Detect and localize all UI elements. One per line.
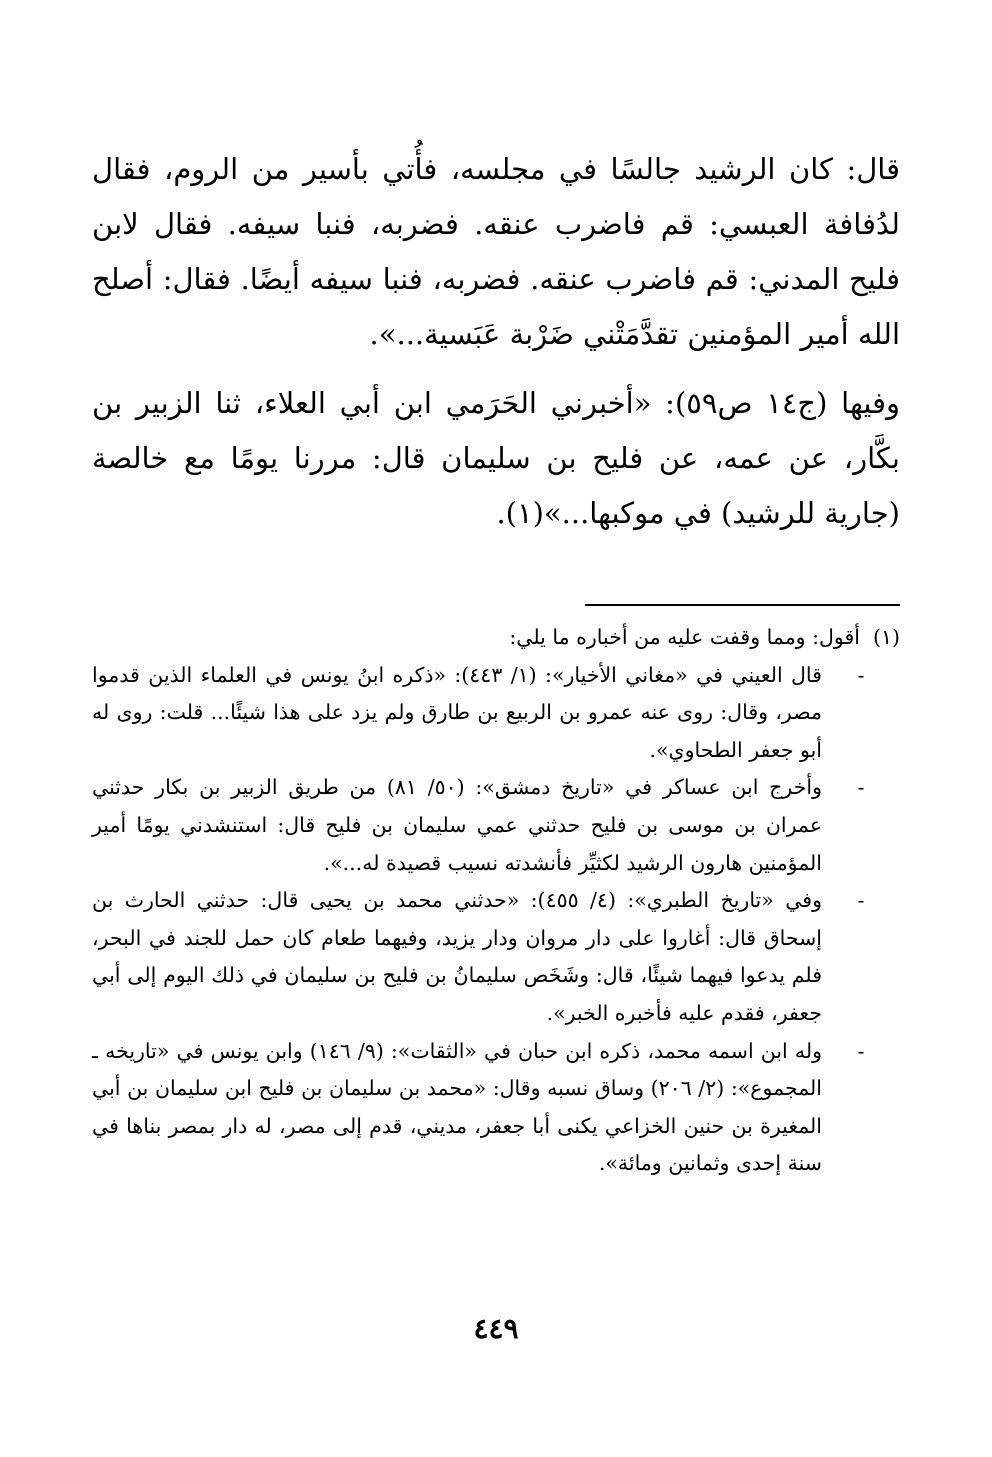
footnote-item <box>92 1033 900 1183</box>
footnote-item <box>92 769 900 882</box>
footnote-item <box>92 657 900 770</box>
footnote-bullet: - <box>857 775 865 800</box>
footnote-intro-line <box>92 619 900 657</box>
footnote-bullet: - <box>857 662 865 687</box>
footnote-intro: أقول: ومما وقفت عليه من أخباره ما يلي: <box>509 625 860 649</box>
footnote-bullet: - <box>857 888 865 913</box>
footnote-item-text: وفي «تاريخ الطبري»: (٤/ ٤٥٥): «حدثني محمد بن يحيى قال: حدثني الحارث بن إسحاق قال: أغاروا على دار مروان ودار يزيد، وفيهما طعام كان حمل للجند في البحر، فلم يدعوا فيهما شيئًا، قال: وشَخَص سليمانُ بن فليح بن سليمان في ذلك اليوم إلى أبي جعفر، فقدم عليه فأخبره الخبر». <box>92 888 822 1025</box>
main-paragraph-1: قال: كان الرشيد جالسًا في مجلسه، فأُتي بأسير من الروم، فقال لدُفافة العبسي: قم فاضرب عنقه. فضربه، فنبا سيفه. فقال لابن فليح المدني: قم فاضرب عنقه. فضربه، فنبا سيفه أيضًا. فقال: أصلح الله أمير المؤمنين تقدَّمَتْني ضَرْبة عَبَسية...». <box>92 152 900 351</box>
footnote-item-text: وله ابن اسمه محمد، ذكره ابن حبان في «الثقات»: (٩/ ١٤٦) وابن يونس في «تاريخه ـ المجموع»: (٢/ ٢٠٦) وساق نسبه وقال: «محمد بن سليمان بن فليح ابن سليمان بن أبي المغيرة بن حنين الخزاعي يكنى أبا جعفر، مديني، قدم إلى مصر، له دار بمصر بناها في سنة إحدى وثمانين ومائة». <box>92 1038 822 1176</box>
main-paragraph-2: وفيها (ج١٤ ص٥٩): «أخبرني الحَرَمي ابن أبي العلاء، ثنا الزبير بن بكَّار، عن عمه، عن فليح بن سليمان قال: مررنا يومًا مع خالصة (جارية للرشيد) في موكبها...»(١). <box>92 386 901 530</box>
main-text <box>92 142 900 541</box>
page-number: ٤٤٩ <box>473 1312 519 1345</box>
footnote-item <box>92 882 900 1032</box>
footnote-bullet: - <box>857 1038 865 1063</box>
footnote-item-text: قال العيني في «مغاني الأخيار»: (١/ ٤٤٣): «ذكره ابنُ يونس في العلماء الذين قدموا مصر، وقال: روى عنه عمرو بن الربيع بن طارق ولم يزد على هذا شيئًا... قلت: روى له أبو جعفر الطحاوي». <box>92 662 822 762</box>
footnote-divider <box>585 604 900 606</box>
footnotes <box>92 619 900 1183</box>
footnote-marker: (١) <box>872 625 900 649</box>
footnote-item-text: وأخرج ابن عساكر في «تاريخ دمشق»: (٥٠/ ٨١) من طريق الزبير بن بكار حدثني عمران بن موسى بن فليح حدثني عمي سليمان بن فليح قال: استنشدني يومًا أمير المؤمنين هارون الرشيد لكثيِّر فأنشدته نسيب قصيدة له...». <box>92 775 822 875</box>
